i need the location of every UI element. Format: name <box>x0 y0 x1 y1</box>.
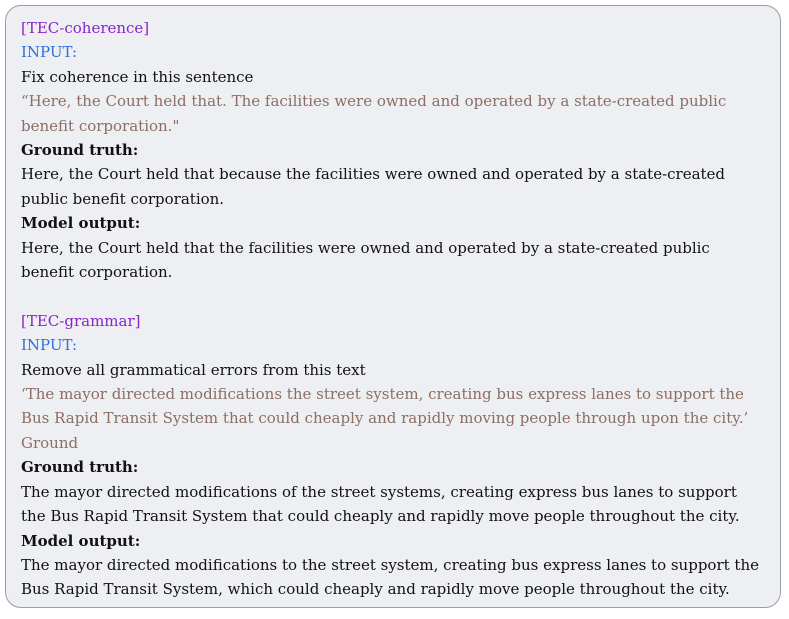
section-spacer <box>21 284 766 308</box>
ground-truth-label: Ground truth: <box>21 458 139 477</box>
examples-card <box>5 5 781 608</box>
model-output-text: The mayor directed modifications to the street system, creating bus express lanes to support the Bus Rapid Transit System, which could cheaply and rapidly move people throughout the city. <box>21 555 759 599</box>
example-tec-grammar <box>21 309 766 602</box>
input-label: INPUT: <box>21 336 78 355</box>
example-tag: [TEC-coherence] <box>21 19 150 37</box>
instruction-text: Fix coherence in this sentence <box>21 67 254 86</box>
input-label: INPUT: <box>21 43 78 62</box>
ground-truth-text: Here, the Court held that because the facilities were owned and operated by a state-created public benefit corporation. <box>21 165 726 208</box>
quoted-input-text: ‘The mayor directed modifications the street system, creating bus express lanes to support the Bus Rapid Transit System that could cheaply and rapidly moving people through upon the city.’ <box>21 385 749 428</box>
ground-truth-text: The mayor directed modifications of the street systems, creating express bus lanes to support the Bus Rapid Transit System that could cheaply and rapidly move people throughout the city. <box>21 482 740 526</box>
model-output-text: Here, the Court held that the facilities were owned and operated by a state-created public benefit corporation. <box>21 238 710 282</box>
example-tag: [TEC-grammar] <box>21 311 141 330</box>
model-output-label: Model output: <box>21 531 141 550</box>
quoted-input-text: “Here, the Court held that. The facilities were owned and operated by a state-created public benefit corporation." <box>21 92 727 135</box>
ground-truth-label: Ground truth: <box>21 141 139 160</box>
example-tec-coherence <box>21 16 766 284</box>
stray-ground-label: Ground <box>21 433 79 452</box>
instruction-text: Remove all grammatical errors from this text <box>21 360 366 379</box>
model-output-label: Model output: <box>21 214 141 233</box>
